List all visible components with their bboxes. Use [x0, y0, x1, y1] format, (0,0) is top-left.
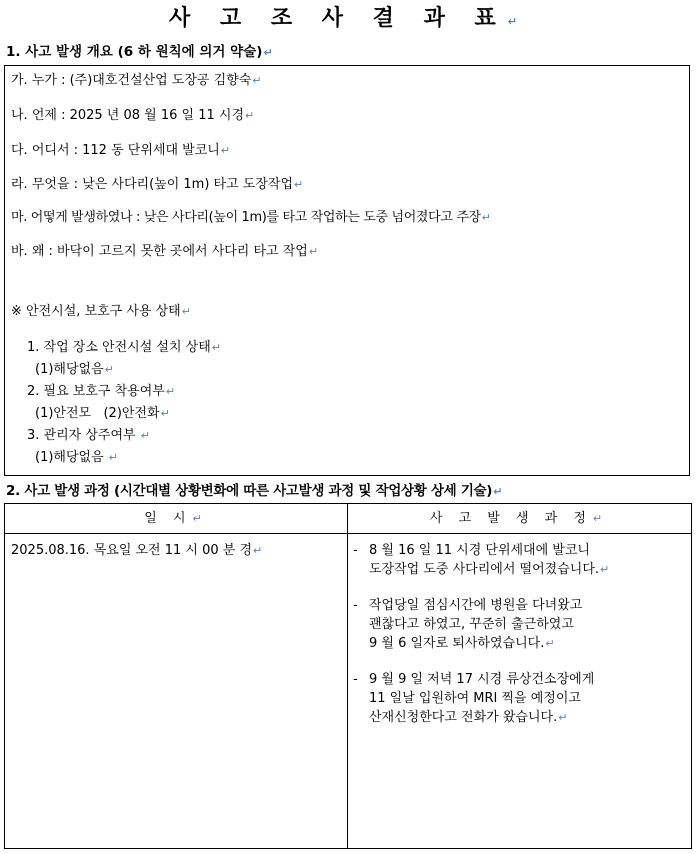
summary-what: 라. 무엇을 : 낮은 사다리(높이 1m) 타고 도장작업↵: [11, 177, 304, 192]
entry-line: 산재신청한다고 전화가 왔습니다.↵: [369, 710, 568, 725]
process-entry: - 작업당일 점심시간에 병원을 다녀왔고 괜찮다고 하였고, 꾸준히 출근하였고 9 월 6 일자로 퇴사하였습니다.↵: [353, 598, 583, 651]
column-divider: [347, 504, 348, 848]
safety-item-1: 1. 작업 장소 안전시설 설치 상태↵: [27, 340, 221, 355]
accident-summary-box: [4, 65, 690, 476]
summary-where: 다. 어디서 : 112 동 단위세대 발코니↵: [11, 143, 231, 158]
summary-who: 가. 누가 : (주)대호건설산업 도장공 김향숙↵: [11, 73, 262, 88]
summary-how: 마. 어떻게 발생하였나 : 낮은 사다리(높이 1m)를 타고 작업하는 도중 넘어졌다고 주장↵: [11, 210, 491, 225]
summary-when: 나. 언제 : 2025 년 08 월 16 일 11 시경↵: [11, 108, 255, 123]
section1-heading: 1. 사고 발생 개요 (6 하 원칙에 의거 약술)↵: [6, 44, 273, 60]
safety-item-3: 3. 관리자 상주여부 ↵: [27, 428, 150, 443]
column-header-process: 사 고 발 생 과 정↵: [429, 511, 609, 526]
process-entry: - 9 월 9 일 저녁 17 시경 류상건소장에게 11 일날 입원하여 MRI 찍을 예정이고 산재신청한다고 전화가 왔습니다.↵: [353, 672, 595, 725]
process-entry: - 8 월 16 일 11 시경 단위세대에 발코니 도장작업 도중 사다리에서 떨어졌습니다.↵: [353, 543, 610, 577]
entry-line: 11 일날 입원하여 MRI 찍을 예정이고: [369, 691, 581, 706]
safety-status-heading: ※ 안전시설, 보호구 사용 상태↵: [11, 304, 191, 319]
entry-line: 9 월 9 일 저녁 17 시경 류상건소장에게: [369, 672, 595, 687]
section2-heading: 2. 사고 발생 과정 (시간대별 상황변화에 따른 사고발생 과정 및 작업상황 상세 기술)↵: [6, 483, 503, 499]
safety-item-1-value: (1)해당없음↵: [35, 362, 114, 377]
entry-line: 8 월 16 일 11 시경 단위세대에 발코니: [369, 543, 590, 558]
entry-line: 괜찮다고 하였고, 꾸준히 출근하였고: [369, 617, 574, 632]
safety-item-2: 2. 필요 보호구 착용여부↵: [27, 384, 176, 399]
document-title: 사 고 조 사 결 과 표↵: [169, 6, 528, 31]
entry-line: 도장작업 도중 사다리에서 떨어졌습니다.↵: [369, 562, 610, 577]
entry-line: 9 월 6 일자로 퇴사하였습니다.↵: [369, 636, 555, 651]
column-header-date: 일 시↵: [144, 511, 208, 526]
summary-why: 바. 왜 : 바닥이 고르지 못한 곳에서 사다리 타고 작업↵: [11, 244, 319, 259]
timeline-table: [4, 503, 692, 849]
safety-item-3-value: (1)해당없음 ↵: [35, 450, 119, 465]
safety-item-2-value: (1)안전모 (2)안전화↵: [35, 406, 170, 421]
header-divider: [5, 533, 691, 534]
entry-line: 작업당일 점심시간에 병원을 다녀왔고: [369, 598, 583, 613]
accident-date: 2025.08.16. 목요일 오전 11 시 00 분 경↵: [11, 543, 263, 558]
